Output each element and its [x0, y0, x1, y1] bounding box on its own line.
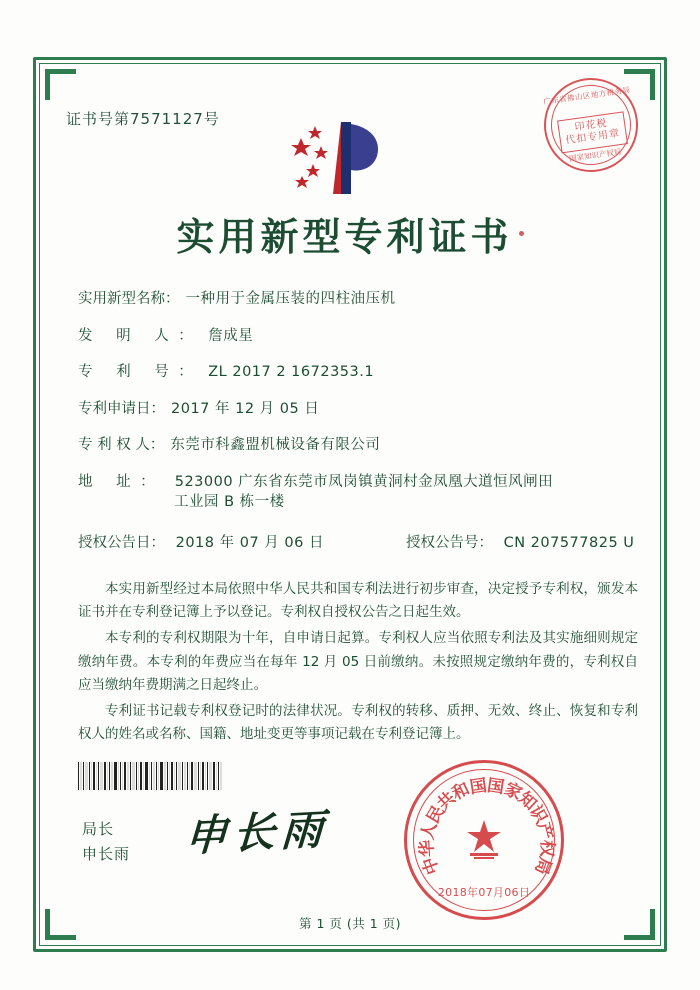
barcode-bar	[200, 762, 201, 790]
barcode-bar	[136, 762, 137, 790]
barcode-bar	[176, 762, 177, 790]
barcode-bar	[98, 762, 99, 790]
official-seal-ring-char: 局	[530, 854, 556, 878]
official-seal-ring-char: 国	[485, 775, 506, 798]
field-value-inventor: 詹成星	[208, 327, 254, 344]
field-row-patentee	[78, 438, 638, 453]
official-seal-ring-char: 华	[417, 839, 439, 858]
field-value-grant-publication-number: CN 207577825 U	[503, 534, 635, 551]
official-seal-ring-char: 国	[468, 775, 489, 798]
barcode-bar	[143, 762, 144, 790]
barcode-bar	[169, 762, 170, 790]
field-row-inventor	[78, 329, 638, 344]
barcode-bar	[158, 762, 159, 790]
barcode-bar	[91, 762, 92, 790]
grant-right-group	[406, 536, 634, 551]
field-list	[78, 292, 638, 572]
barcode-bar	[149, 762, 150, 790]
barcode-bar	[138, 762, 139, 790]
barcode	[78, 762, 228, 790]
barcode-bar	[164, 762, 166, 790]
field-label-grant-date: 授权公告日：	[78, 534, 165, 551]
barcode-bar	[140, 762, 142, 790]
barcode-bar	[184, 762, 186, 790]
barcode-bar	[156, 762, 157, 790]
official-red-seal	[404, 760, 564, 920]
barcode-bar	[220, 762, 222, 790]
barcode-bar	[160, 762, 163, 790]
director-handwritten-signature: 申长雨	[183, 804, 331, 861]
official-seal-ring-char: 识	[525, 802, 552, 828]
paragraph-3: 专利证书记载专利权登记时的法律状况。专利权的转移、质押、无效、终止、恢复和专利权人的姓名或名称、国籍、地址变更等事项记载在专利登记簿上。	[78, 703, 638, 743]
barcode-bar	[153, 762, 155, 790]
barcode-bar	[83, 762, 84, 790]
page-footer: 第 1 页 (共 1 页)	[298, 916, 402, 931]
barcode-bar	[209, 762, 212, 790]
field-value-patent-number: ZL 2017 2 1672353.1	[208, 364, 375, 380]
barcode-bar	[189, 762, 190, 790]
field-row-application-date	[78, 402, 638, 417]
field-label-patent-number: 专 利 号：	[78, 364, 203, 380]
certificate-number: 证书号第7571127号	[66, 110, 220, 128]
field-value-application-date: 2017 年 12 月 05 日	[171, 400, 320, 417]
page-title-text: 实用新型专利证书	[176, 215, 513, 259]
barcode-bar	[93, 762, 95, 790]
barcode-bar	[132, 762, 135, 790]
barcode-bar	[151, 762, 152, 790]
title-red-dot-icon	[519, 231, 524, 236]
barcode-bar	[100, 762, 103, 790]
official-seal-ring-char: 家	[500, 779, 525, 805]
director-name-label: 申长雨	[82, 845, 131, 863]
barcode-bar	[218, 762, 219, 790]
barcode-bar	[109, 762, 110, 790]
barcode-bar	[194, 762, 197, 790]
tax-stamp-line2: 代扣专用章	[564, 128, 621, 147]
official-seal-ring-char: 人	[417, 820, 441, 842]
barcode-bar	[118, 762, 119, 790]
barcode-bar	[174, 762, 175, 790]
barcode-bar	[216, 762, 217, 790]
barcode-bar	[96, 762, 97, 790]
field-label-application-date: 专利申请日：	[78, 400, 165, 417]
barcode-bar	[145, 762, 148, 790]
legal-paragraphs	[78, 578, 638, 750]
barcode-bar	[178, 762, 181, 790]
field-row-patent-number	[78, 365, 638, 380]
national-emblem-icon	[456, 812, 512, 868]
official-seal-ring-char: 权	[535, 839, 557, 858]
field-label-patentee: 专 利 权 人：	[78, 437, 165, 453]
barcode-bar	[198, 762, 199, 790]
official-seal-ring-char: 和	[449, 779, 474, 805]
barcode-bar	[120, 762, 121, 790]
field-value-patentee: 东莞市科鑫盟机械设备有限公司	[170, 437, 381, 453]
barcode-bar	[89, 762, 90, 790]
paragraph-1: 本实用新型经过本局依照中华人民共和国专利法进行初步审查，决定授予专利权，颁发本证书并在专利登记簿上予以登记。专利权自授权公告之日起生效。	[78, 581, 638, 621]
barcode-bar	[104, 762, 106, 790]
field-value-address-line2: 工业园 B 栋一楼	[174, 494, 285, 510]
patent-office-emblem-icon	[281, 118, 401, 198]
director-title-label: 局长	[82, 820, 115, 838]
official-seal-ring-char: 知	[514, 788, 541, 815]
field-label-grant-publication-number: 授权公告号：	[405, 534, 493, 551]
field-value-address: 523000 广东省东莞市凤岗镇黄洞村金凤凰大道恒风闸田	[174, 473, 554, 490]
barcode-bar	[171, 762, 173, 790]
official-seal-ring-char: 产	[533, 820, 557, 842]
field-label-address: 地 址：	[78, 473, 165, 490]
corner-ornament-top-left	[45, 69, 76, 100]
barcode-bar	[130, 762, 131, 790]
tax-stamp-bottom-text: 国家知识产权局	[568, 147, 622, 164]
official-seal-date: 2018年07月06日	[437, 886, 531, 899]
barcode-bar	[124, 762, 126, 790]
barcode-bar	[205, 762, 206, 790]
tax-stamp-line1: 印花税	[573, 117, 609, 133]
paragraph-2: 本专利的专利权期限为十年，自申请日起算。专利权人应当依照专利法及其实施细则规定缴纳年费。本专利的年费应当在每年 12 月 05 日前缴纳。未按照规定缴纳年费的，专利权自应当缴纳年费期满之日起终止。	[78, 630, 638, 693]
tax-stamp-arc-text: 广东省佛山区地方税务局	[542, 85, 632, 107]
barcode-bar	[122, 762, 123, 790]
grant-left-group	[78, 536, 324, 551]
barcode-bar	[207, 762, 208, 790]
barcode-bar	[107, 762, 108, 790]
barcode-bar	[85, 762, 88, 790]
official-seal-ring-char: 共	[433, 788, 460, 815]
field-label-utility-model-name: 实用新型名称：	[78, 291, 180, 307]
barcode-bar	[167, 762, 168, 790]
barcode-bar	[191, 762, 193, 790]
field-value-grant-date: 2018 年 07 月 06 日	[175, 534, 324, 551]
barcode-bar	[111, 762, 113, 790]
barcode-bar	[80, 762, 82, 790]
barcode-bar	[127, 762, 129, 790]
field-value-utility-model-name: 一种用于金属压装的四柱油压机	[185, 291, 396, 307]
field-row-utility-model-name	[78, 292, 638, 307]
field-row-grant	[78, 536, 638, 551]
official-seal-ring-char: 中	[418, 854, 444, 878]
barcode-bar	[114, 762, 117, 790]
barcode-bar	[187, 762, 188, 790]
field-label-inventor: 发 明 人：	[78, 327, 203, 344]
official-seal-ring-char: 民	[422, 802, 449, 828]
barcode-bar	[78, 762, 79, 790]
barcode-bar	[213, 762, 215, 790]
field-row-address	[78, 475, 638, 510]
page-title	[0, 206, 700, 261]
barcode-bar	[202, 762, 204, 790]
barcode-bar	[182, 762, 183, 790]
